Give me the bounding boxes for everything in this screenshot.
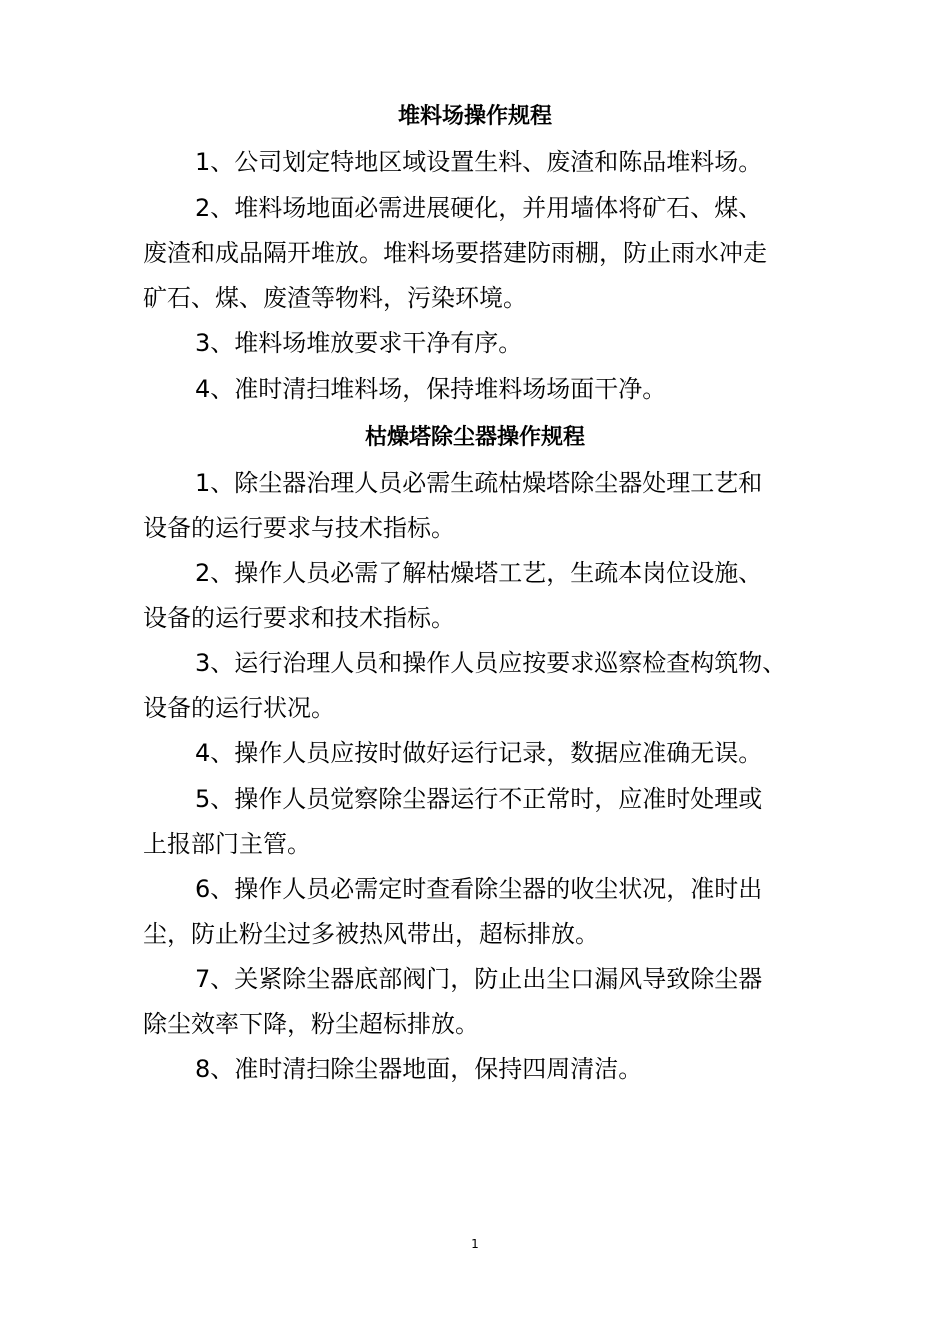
paragraph-line: 6、操作人员必需定时查看除尘器的收尘状况，准时出 — [195, 875, 763, 903]
paragraph-line: 3、运行治理人员和操作人员应按要求巡察检查构筑物、 — [195, 649, 787, 677]
paragraph-line: 设备的运行要求与技术指标。 — [143, 514, 455, 542]
section-title: 堆料场操作规程 — [397, 104, 552, 129]
paragraph-line: 2、操作人员必需了解枯燥塔工艺，生疏本岗位设施、 — [195, 559, 763, 587]
paragraph-line: 7、关紧除尘器底部阀门，防止出尘口漏风导致除尘器 — [195, 965, 763, 993]
paragraph-line: 矿石、煤、废渣等物料，污染环境。 — [143, 284, 527, 312]
paragraph-line: 上报部门主管。 — [143, 830, 311, 858]
paragraph-line: 设备的运行状况。 — [143, 694, 335, 722]
paragraph-line: 4、操作人员应按时做好运行记录，数据应准确无误。 — [195, 739, 763, 767]
paragraph-line: 5、操作人员觉察除尘器运行不正常时，应准时处理或 — [195, 785, 763, 813]
page-number: 1 — [471, 1237, 479, 1251]
paragraph-line: 2、堆料场地面必需进展硬化，并用墙体将矿石、煤、 — [195, 194, 763, 222]
paragraph-line: 1、公司划定特地区域设置生料、废渣和陈品堆料场。 — [195, 148, 763, 176]
paragraph-line: 8、准时清扫除尘器地面，保持四周清洁。 — [195, 1055, 643, 1083]
paragraph-line: 设备的运行要求和技术指标。 — [143, 604, 455, 632]
paragraph-line: 尘，防止粉尘过多被热风带出，超标排放。 — [143, 920, 599, 948]
paragraph-line: 除尘效率下降，粉尘超标排放。 — [143, 1010, 479, 1038]
paragraph-line: 废渣和成品隔开堆放。堆料场要搭建防雨棚，防止雨水冲走 — [143, 239, 767, 267]
paragraph-line: 3、堆料场堆放要求干净有序。 — [195, 329, 523, 357]
paragraph-line: 4、准时清扫堆料场，保持堆料场场面干净。 — [195, 375, 667, 403]
section-title: 枯燥塔除尘器操作规程 — [364, 425, 585, 450]
paragraph-line: 1、除尘器治理人员必需生疏枯燥塔除尘器处理工艺和 — [195, 469, 763, 497]
